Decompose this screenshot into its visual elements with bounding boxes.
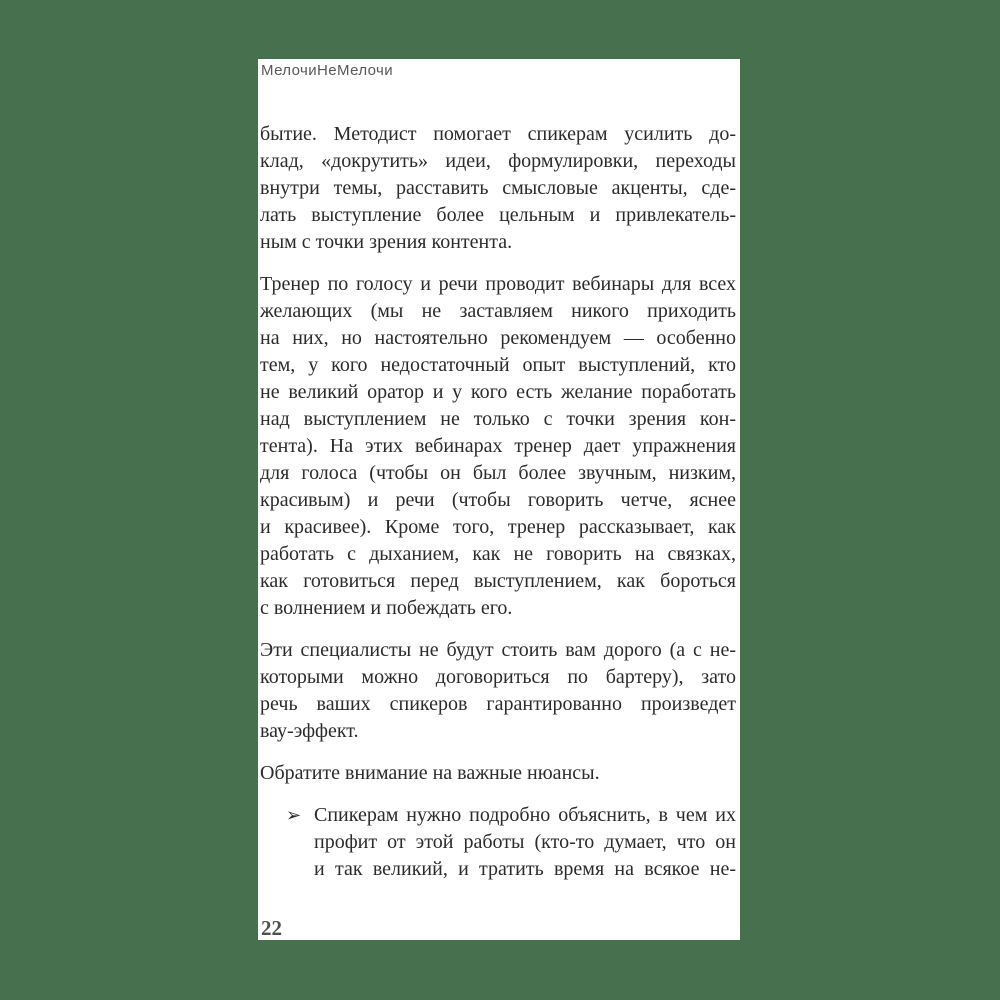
paragraph (260, 121, 736, 256)
text-line: над выступлением не только с точки зрения кон- (260, 408, 736, 430)
text-line: лать выступление более цельным и привлекатель- (260, 204, 736, 226)
text-line: Эти специалисты не будут стоить вам дорого (а с не- (260, 639, 736, 661)
text-line: как готовиться перед выступлением, как бороться (260, 570, 736, 592)
text-line: желающих (мы не заставляем никого приходить (260, 300, 736, 322)
text-line: речь ваших спикеров гарантированно произведет (260, 693, 736, 715)
text-line: не великий оратор и у кого есть желание поработать (260, 381, 736, 403)
text-line: работать с дыханием, как не говорить на связках, (260, 543, 736, 565)
paragraph (260, 760, 736, 787)
text-line: которыми можно договориться по бартеру), зато (260, 666, 736, 688)
text-line: для голоса (чтобы он был более звучным, низким, (260, 462, 736, 484)
text-line: и красивее). Кроме того, тренер рассказывает, как (260, 516, 736, 538)
text-line: внутри темы, расставить смысловые акценты, сде- (260, 177, 736, 199)
text-line: вау-эффект. (260, 720, 359, 742)
page-body-text (260, 121, 736, 898)
text-line: клад, «докрутить» идеи, формулировки, переходы (260, 150, 736, 172)
text-line: тента). На этих вебинарах тренер дает упражнения (260, 435, 736, 457)
text-line: и так великий, и тратить время на всякое не- (314, 858, 736, 880)
bullet-arrowhead-icon: ➢ (286, 805, 302, 825)
running-header-book-title: МелочиНеМелочи (261, 62, 394, 79)
text-line: профит от этой работы (кто-то думает, что он (314, 831, 736, 853)
text-line: бытие. Методист помогает спикерам усилить до- (260, 123, 736, 145)
text-line: с волнением и побеждать его. (260, 597, 513, 619)
text-line: Тренер по голосу и речи проводит вебинары для всех (260, 273, 736, 295)
book-page (258, 59, 740, 940)
text-line: ным с точки зрения контента. (260, 231, 513, 253)
text-line: красивым) и речи (чтобы говорить четче, яснее (260, 489, 736, 511)
text-line: на них, но настоятельно рекомендуем — особенно (260, 327, 736, 349)
paragraph (260, 637, 736, 745)
text-line: Спикерам нужно подробно объяснить, в чем их (314, 804, 736, 826)
page-number: 22 (261, 916, 282, 940)
bullet-item (260, 802, 736, 883)
text-line: Обратите внимание на важные нюансы. (260, 762, 600, 784)
paragraph (260, 271, 736, 622)
text-line: тем, у кого недостаточный опыт выступлений, кто (260, 354, 736, 376)
